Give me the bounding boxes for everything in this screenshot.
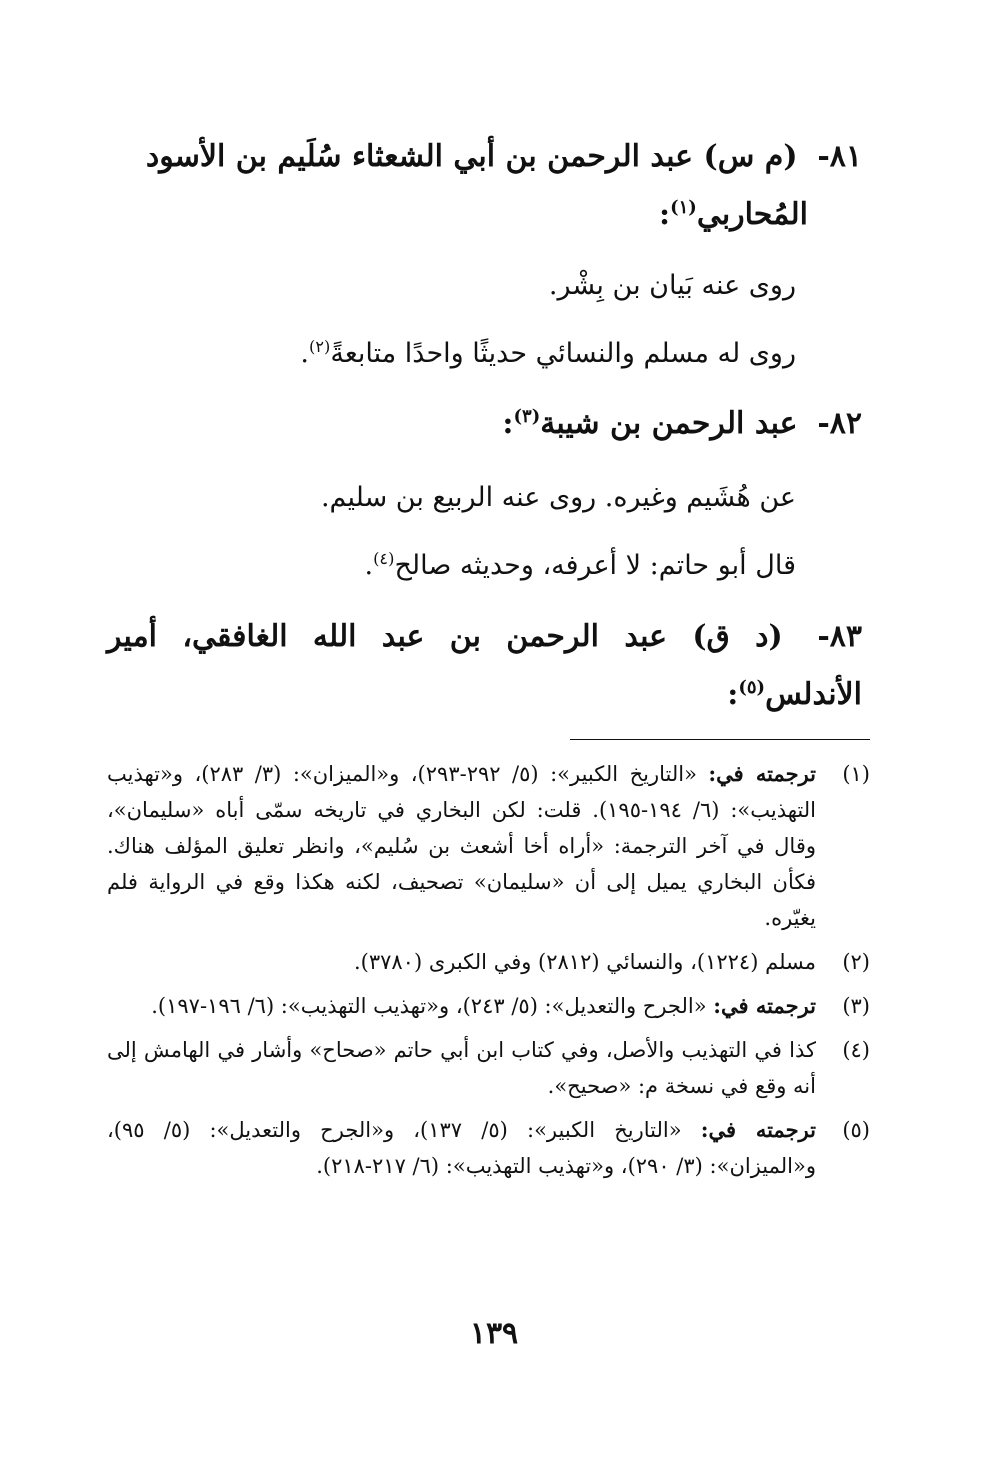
- footnote-separator: [570, 739, 870, 740]
- footnote-2: [107, 944, 870, 980]
- entry-81: [107, 128, 862, 244]
- footnote-text: كذا في التهذيب والأصل، وفي كتاب ابن أبي حاتم «صحاح» وأشار في الهامش إلى أنه وقع في نسخة م: «صحيح».: [107, 1038, 816, 1098]
- footnote-ref[interactable]: (٢): [309, 337, 331, 356]
- colon: :: [727, 677, 739, 712]
- colon: :: [502, 406, 514, 441]
- page-number: ١٣٩: [469, 1316, 519, 1351]
- entry-number: ٨١-: [817, 139, 862, 174]
- line-text: قال أبو حاتم: لا أعرفه، وحديثه صالح: [394, 550, 796, 581]
- footnote-text: «التاريخ الكبير»: (٥/ ١٣٧)، و«الجرح والتعديل»: (٥/ ٩٥)، و«الميزان»: (٣/ ٢٩٠)، و«تهذيب التهذيب»: (٦/ ٢١٧-٢١٨).: [107, 1118, 816, 1178]
- entry-83: [107, 608, 862, 724]
- entry-82: [107, 395, 862, 453]
- entry-number: ٨٢-: [817, 406, 862, 441]
- entry-82-heading: [107, 395, 862, 453]
- footnote-ref[interactable]: (١): [670, 197, 697, 218]
- entry-title: (د ق) عبد الرحمن بن عبد الله الغافقي، أمير الأندلس: [107, 619, 862, 712]
- footnote-4: [107, 1032, 870, 1104]
- entry-81-heading: [107, 128, 862, 186]
- footnote-number: (٢): [842, 950, 870, 974]
- footnote-number: (٣): [842, 994, 870, 1018]
- footnote-lead: ترجمته في:: [700, 1117, 816, 1142]
- footnote-text: «الجرح والتعديل»: (٥/ ٢٤٣)، و«تهذيب التهذيب»: (٦/ ١٩٦-١٩٧).: [151, 994, 714, 1018]
- footnote-text: «التاريخ الكبير»: (٥/ ٢٩٢-٢٩٣)، و«الميزان»: (٣/ ٢٨٣)، و«تهذيب التهذيب»: (٦/ ١٩٤-١٩٥). قلت: لكن البخاري في تاريخه سمّى أباه «سليمان»، وقال في آخر الترجمة: «أراه أخا أشعث بن سُليم»، وانظر تعليق المؤلف هناك. فكأن البخاري يميل إلى أن «سليمان» تصحيف، لكنه هكذا وقع في الرواية فلم يغيّره.: [107, 762, 816, 930]
- entry-title-cont: المُحاربي: [696, 197, 808, 232]
- entry-81-heading-cont: [107, 186, 862, 244]
- footnote-number: (١): [842, 762, 870, 786]
- entry-83-heading: [107, 608, 862, 724]
- footnote-text: مسلم (١٢٢٤)، والنسائي (٢٨١٢) وفي الكبرى (٣٧٨٠).: [353, 950, 816, 974]
- footnote-lead: ترجمته في:: [713, 993, 816, 1018]
- entry-82-line-2: [364, 546, 796, 586]
- line-text: روى له مسلم والنسائي حديثًا واحدًا متابعةً: [330, 338, 796, 369]
- footnote-ref[interactable]: (٥): [738, 677, 766, 698]
- line-end: .: [364, 550, 374, 581]
- colon: :: [659, 197, 671, 232]
- entry-81-line-2: [300, 334, 796, 374]
- footnote-lead: ترجمته في:: [708, 761, 816, 786]
- entry-title: عبد الرحمن بن شيبة: [540, 406, 798, 441]
- entry-82-line-1: عن هُشَيم وغيره. روى عنه الربيع بن سليم.: [320, 482, 796, 513]
- footnote-1: [107, 756, 870, 936]
- footnote-number: (٤): [842, 1038, 870, 1062]
- line-end: .: [300, 338, 310, 369]
- entry-number: ٨٣-: [817, 619, 863, 654]
- footnote-ref[interactable]: (٣): [513, 406, 541, 427]
- footnote-3: [107, 988, 870, 1024]
- entry-title: (م س) عبد الرحمن بن أبي الشعثاء سُلَيم بن الأسود: [145, 139, 798, 174]
- footnotes: [107, 756, 870, 1192]
- entry-81-line-1: روى عنه بَيان بن بِشْر.: [548, 270, 796, 301]
- footnote-5: [107, 1112, 870, 1184]
- footnote-ref[interactable]: (٤): [373, 549, 395, 568]
- footnote-number: (٥): [842, 1118, 870, 1142]
